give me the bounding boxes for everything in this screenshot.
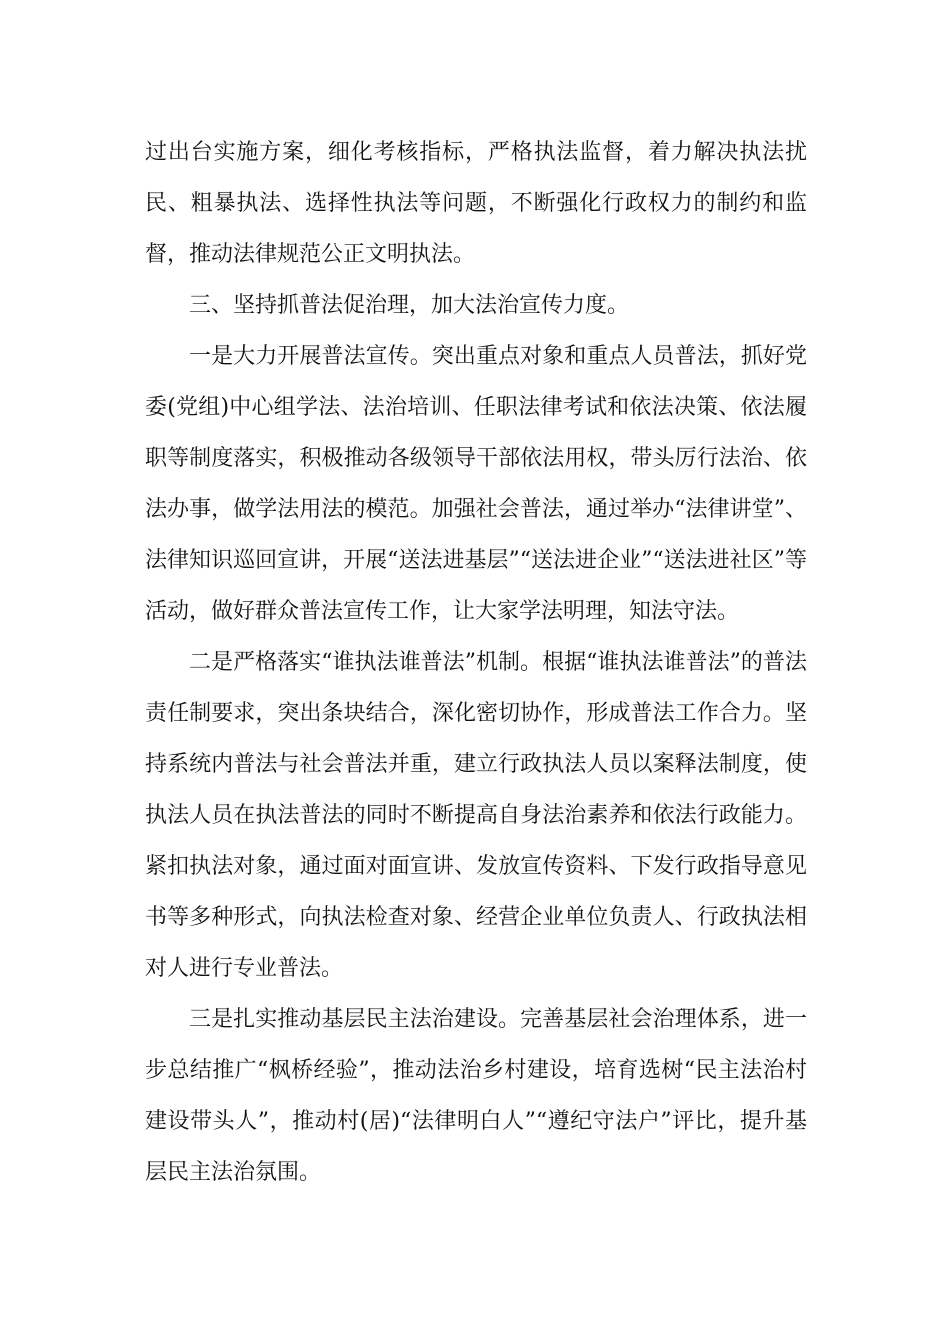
section-heading: 三、坚持抓普法促治理，加大法治宣传力度。 <box>189 293 630 318</box>
paragraph-continued: 过出台实施方案，细化考核指标，严格执法监督，着力解决执法扰民、粗暴执法、选择性执法等问题，不断强化行政权力的制约和监督，推动法律规范公正文明执法。 <box>145 140 807 267</box>
document-body <box>145 127 807 1198</box>
paragraph-2: 二是严格落实“谁执法谁普法”机制。根据“谁执法谁普法”的普法责任制要求，突出条块结合，深化密切协作，形成普法工作合力。坚持系统内普法与社会普法并重，建立行政执法人员以案释法制度，使执法人员在执法普法的同时不断提高自身法治素养和依法行政能力。紧扣执法对象，通过面对面宣讲、发放宣传资料、下发行政指导意见书等多种形式，向执法检查对象、经营企业单位负责人、行政执法相对人进行专业普法。 <box>145 650 807 981</box>
paragraph-3: 三是扎实推动基层民主法治建设。完善基层社会治理体系，进一步总结推广“枫桥经验”，推动法治乡村建设，培育选树“民主法治村建设带头人”，推动村(居)“法律明白人”“遵纪守法户”评比，提升基层民主法治氛围。 <box>145 1007 807 1185</box>
paragraph-1: 一是大力开展普法宣传。突出重点对象和重点人员普法，抓好党委(党组)中心组学法、法治培训、任职法律考试和依法决策、依法履职等制度落实，积极推动各级领导干部依法用权，带头厉行法治、依法办事，做学法用法的模范。加强社会普法，通过举办“法律讲堂”、法律知识巡回宣讲，开展“送法进基层”“送法进企业”“送法进社区”等活动，做好群众普法宣传工作，让大家学法明理，知法守法。 <box>145 344 807 624</box>
